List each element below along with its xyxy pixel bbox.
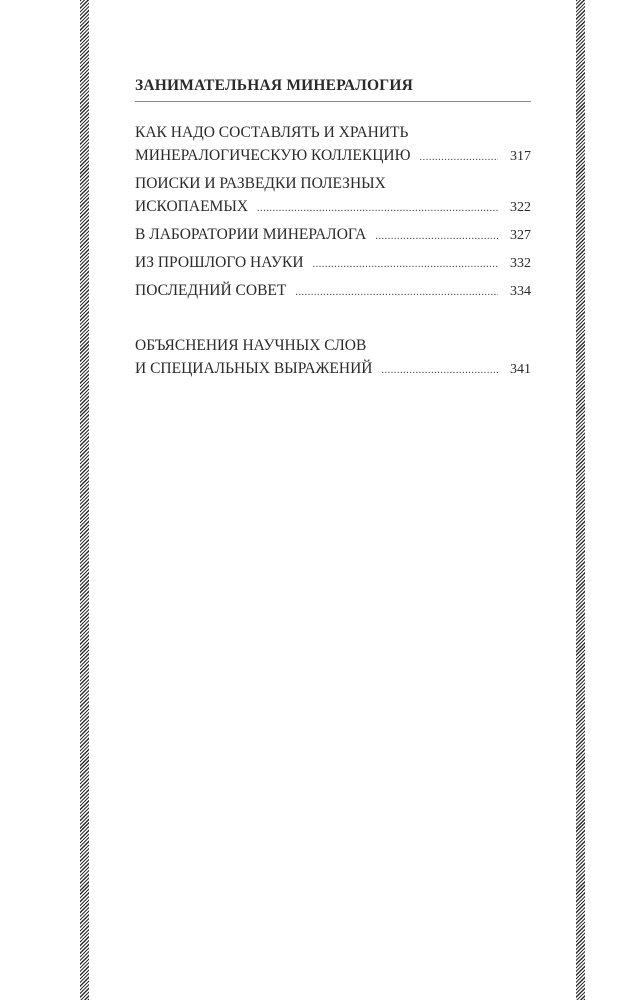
toc-page-number: 334: [510, 284, 531, 299]
dot-leader: [295, 281, 498, 304]
toc-entry-title-line: КАК НАДО СОСТАВЛЯТЬ И ХРАНИТЬ: [135, 124, 409, 141]
toc-page: [135, 76, 531, 385]
toc-entry-title-line: ИСКОПАЕМЫХ: [135, 198, 249, 215]
toc-entry-title-line: И СПЕЦИАЛЬНЫХ ВЫРАЖЕНИЙ: [135, 360, 373, 377]
toc-entry-title-line: ПОИСКИ И РАЗВЕДКИ ПОЛЕЗНЫХ: [135, 175, 386, 192]
dot-leader: [313, 253, 498, 276]
right-hatched-border: [576, 0, 585, 1000]
section-gap: [135, 307, 531, 334]
toc-entry-last-advice[interactable]: [135, 279, 531, 304]
toc-page-number: 317: [510, 149, 531, 164]
dot-leader: [381, 359, 498, 382]
dot-leader: [257, 197, 498, 220]
toc-entry-title-line: МИНЕРАЛОГИЧЕСКУЮ КОЛЛЕКЦИЮ: [135, 147, 411, 164]
toc-entry-title-line: ОБЪЯСНЕНИЯ НАУЧНЫХ СЛОВ: [135, 337, 367, 354]
toc-page-number: 341: [510, 362, 531, 377]
toc-entry-title-line: В ЛАБОРАТОРИИ МИНЕРАЛОГА: [135, 226, 367, 243]
toc-page-number: 322: [510, 200, 531, 215]
left-hatched-border: [80, 0, 89, 1000]
toc-entry-history[interactable]: [135, 251, 531, 276]
toc-entry-glossary[interactable]: [135, 334, 531, 382]
running-header-title: ЗАНИМАТЕЛЬНАЯ МИНЕРАЛОГИЯ: [135, 76, 531, 102]
toc-entry-prospecting[interactable]: [135, 172, 531, 220]
toc-page-number: 332: [510, 256, 531, 271]
toc-entry-laboratory[interactable]: [135, 223, 531, 248]
toc-entry-title-line: ПОСЛЕДНИЙ СОВЕТ: [135, 282, 287, 299]
toc-entry-title-line: ИЗ ПРОШЛОГО НАУКИ: [135, 254, 304, 271]
toc-entry-collection[interactable]: [135, 121, 531, 169]
dot-leader: [420, 146, 498, 169]
dot-leader: [375, 225, 498, 248]
table-of-contents: [135, 121, 531, 382]
toc-page-number: 327: [510, 228, 531, 243]
